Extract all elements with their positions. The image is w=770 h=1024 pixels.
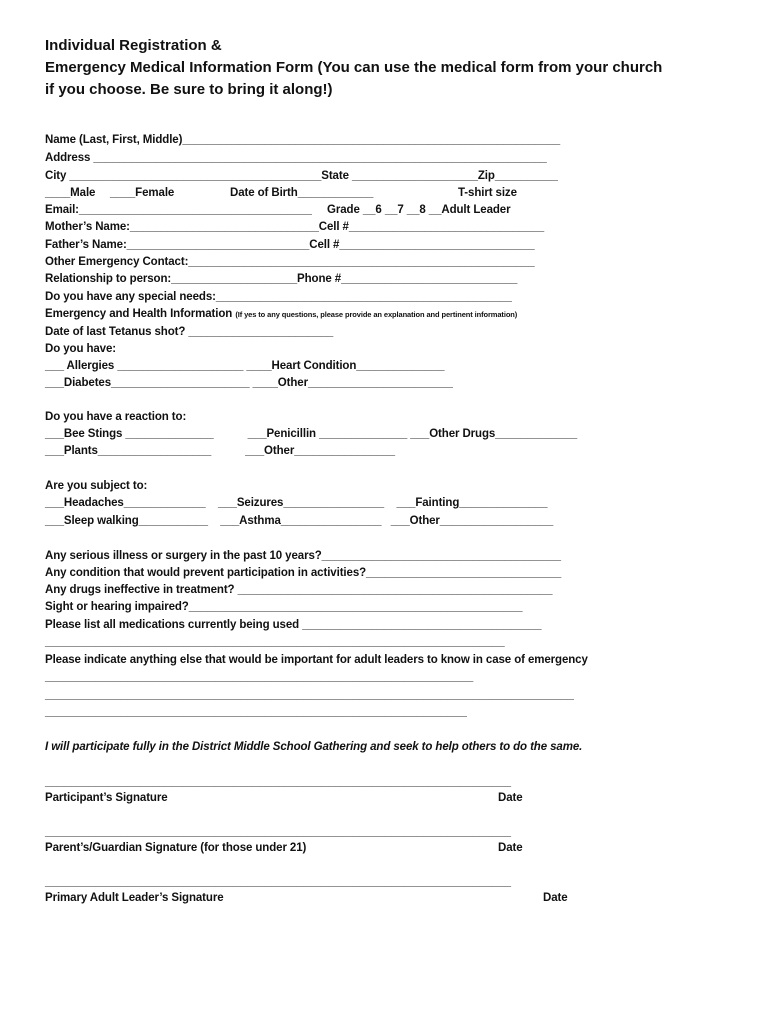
plants-other-field[interactable]: ___Plants__________________ ___Other________________	[45, 445, 395, 457]
subject-heading: Are you subject to:	[45, 480, 148, 492]
parent-signature-line[interactable]: __________________________________________________________________________	[45, 826, 511, 838]
leader-signature-label: Primary Adult Leader’s Signature	[45, 892, 224, 904]
emergency-health-note: (If yes to any questions, please provide an explanation and pertinent information)	[235, 310, 518, 319]
anything-else-line-2[interactable]: ____________________________________________________________________________________	[45, 689, 574, 701]
headaches-seizures-field[interactable]: ___Headaches_____________ ___Seizures________________ ___Fainting______________	[45, 497, 548, 509]
leader-signature-line[interactable]: __________________________________________________________________________	[45, 876, 511, 888]
mother-name-field[interactable]: Mother’s Name:______________________________Cell #_______________________________	[45, 221, 544, 233]
serious-illness-field[interactable]: Any serious illness or surgery in the past 10 years?______________________________________	[45, 550, 561, 562]
sleep-walking-asthma-field[interactable]: ___Sleep walking___________ ___Asthma________________ ___Other__________________	[45, 515, 554, 527]
sight-hearing-field[interactable]: Sight or hearing impaired?_____________________________________________________	[45, 601, 523, 613]
relationship-phone-field[interactable]: Relationship to person:____________________Phone #____________________________	[45, 273, 518, 285]
medications-field[interactable]: Please list all medications currently being used ______________________________________	[45, 619, 542, 631]
participation-statement: I will participate fully in the District Middle School Gathering and seek to help others to do the same.	[45, 741, 583, 753]
title-line-2: Emergency Medical Information Form (You can use the medical form from your church	[45, 59, 663, 76]
title-line-1: Individual Registration &	[45, 37, 222, 54]
anything-else-label: Please indicate anything else that would be important for adult leaders to know in case of emergency	[45, 654, 588, 666]
email-field[interactable]: Email:_____________________________________	[45, 204, 312, 216]
other-emergency-contact-field[interactable]: Other Emergency Contact:_______________________________________________________	[45, 256, 535, 268]
diabetes-other-field[interactable]: ___Diabetes______________________ ____Other_______________________	[45, 377, 453, 389]
condition-field[interactable]: Any condition that would prevent participation in activities?_______________________________	[45, 567, 562, 579]
special-needs-field[interactable]: Do you have any special needs:_______________________________________________	[45, 291, 512, 303]
drugs-ineffective-field[interactable]: Any drugs ineffective in treatment? __________________________________________________	[45, 584, 553, 596]
participant-signature-label: Participant’s Signature	[45, 792, 168, 804]
address-field[interactable]: Address ________________________________________________________________________	[45, 152, 547, 164]
title-line-3: if you choose. Be sure to bring it along!)	[45, 81, 333, 98]
parent-signature-label: Parent’s/Guardian Signature (for those under 21)	[45, 842, 307, 854]
date-of-birth-field[interactable]: Date of Birth____________	[230, 187, 374, 199]
name-field[interactable]: Name (Last, First, Middle)____________________________________________________________	[45, 134, 561, 146]
leader-date-label: Date	[543, 892, 568, 904]
tshirt-size-label: T-shirt size	[458, 187, 517, 199]
bee-stings-penicillin-field[interactable]: ___Bee Stings ______________ ___Penicillin ______________ ___Other Drugs_____________	[45, 428, 578, 440]
city-state-zip-field[interactable]: City ________________________________________State ____________________Zip__________	[45, 170, 558, 182]
parent-date-label: Date	[498, 842, 523, 854]
anything-else-line-1[interactable]: ____________________________________________________________________	[45, 671, 474, 683]
form-title	[45, 35, 705, 101]
father-name-field[interactable]: Father’s Name:_____________________________Cell #_______________________________	[45, 239, 535, 251]
emergency-health-heading	[45, 307, 517, 322]
participant-signature-line[interactable]: __________________________________________________________________________	[45, 776, 511, 788]
participant-date-label: Date	[498, 792, 523, 804]
anything-else-line-3[interactable]: ___________________________________________________________________	[45, 706, 467, 718]
tetanus-field[interactable]: Date of last Tetanus shot? _______________________	[45, 326, 334, 338]
sex-male-field[interactable]: ____Male	[45, 187, 96, 199]
grade-field[interactable]: Grade __6 __7 __8 __Adult Leader	[327, 204, 511, 216]
do-you-have-heading: Do you have:	[45, 343, 117, 355]
allergies-heart-field[interactable]: ___ Allergies ____________________ ____Heart Condition______________	[45, 360, 445, 372]
sex-female-field[interactable]: ____Female	[110, 187, 175, 199]
emergency-health-label: Emergency and Health Information	[45, 308, 236, 320]
reaction-heading: Do you have a reaction to:	[45, 411, 187, 423]
medications-line-2[interactable]: _________________________________________________________________________	[45, 636, 505, 648]
